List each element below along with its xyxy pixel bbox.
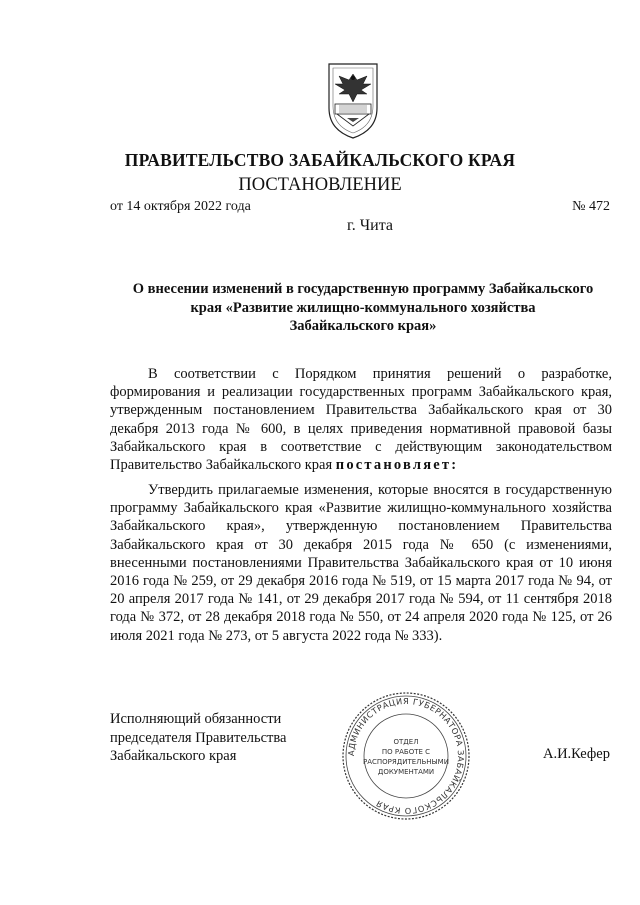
body-paragraph-preamble (110, 365, 612, 474)
document-number: № 472 (572, 199, 610, 214)
signer-name: А.И.Кефер (542, 746, 610, 762)
document-date: от 14 октября 2022 года (110, 199, 251, 214)
preamble-text: В соответствии с Порядком принятия решений о разработке, формирования и реализации государственных программ Забайкальского края, утвержденным постановлением Правительства Забайкальского края от 30 декабря 2013 года № 600, в целях приведения нормативной правовой базы Забайкальского края в соответствие с действующим законодательством Правительство Забайкальского края (110, 366, 612, 474)
stamp-center-line: РАСПОРЯДИТЕЛЬНЫМИ (363, 758, 449, 766)
subject-line: края «Развитие жилищно-коммунального хозяйства (190, 299, 536, 316)
official-stamp (340, 690, 472, 822)
signer-line: председателя Правительства (110, 729, 287, 746)
coat-of-arms-emblem-icon (325, 60, 381, 140)
stamp-center-line: ДОКУМЕНТАМИ (377, 768, 435, 776)
stamp-outer-text: АДМИНИСТРАЦИЯ ГУБЕРНАТОРА ЗАБАЙКАЛЬСКОГО КРАЯ (345, 695, 467, 817)
decision-text: Утвердить прилагаемые изменения, которые вносятся в государственную программу Забайкальского края «Развитие жилищно-коммунального хозяйства Забайкальского края», утвержденную постановлением Правительства Забайкальского края от 30 декабря 2015 года № 650 (с изменениями, внесенными постановлениями Правительства Забайкальского края от 10 июня 2016 года № 259, от 29 декабря 2016 года № 519, от 15 марта 2017 года № 94, от 20 апреля 2017 года № 141, от 29 декабря 2017 года № 594, от 11 сентября 2018 года № 372, от 28 декабря 2018 года № 550, от 24 апреля 2020 года № 125, от 26 июля 2021 года № 273, от 5 августа 2022 года № 333). (110, 482, 612, 644)
body-paragraph-decision (110, 481, 612, 645)
document-city: г. Чита (346, 217, 393, 234)
subject-line: О внесении изменений в государственную программу Забайкальского (132, 281, 594, 297)
resolves-word: постановляет: (335, 457, 459, 474)
document-type: ПОСТАНОВЛЕНИЕ (238, 175, 402, 195)
stamp-center-line: ОТДЕЛ (393, 738, 419, 746)
organization-title: ПРАВИТЕЛЬСТВО ЗАБАЙКАЛЬСКОГО КРАЯ (124, 150, 516, 170)
document-subject (112, 280, 614, 336)
subject-line: Забайкальского края» (289, 318, 437, 334)
signer-position (110, 710, 286, 766)
signer-line: Исполняющий обязанности (110, 711, 282, 727)
stamp-center-line: ПО РАБОТЕ С (381, 748, 431, 756)
signer-line: Забайкальского края (110, 748, 237, 764)
